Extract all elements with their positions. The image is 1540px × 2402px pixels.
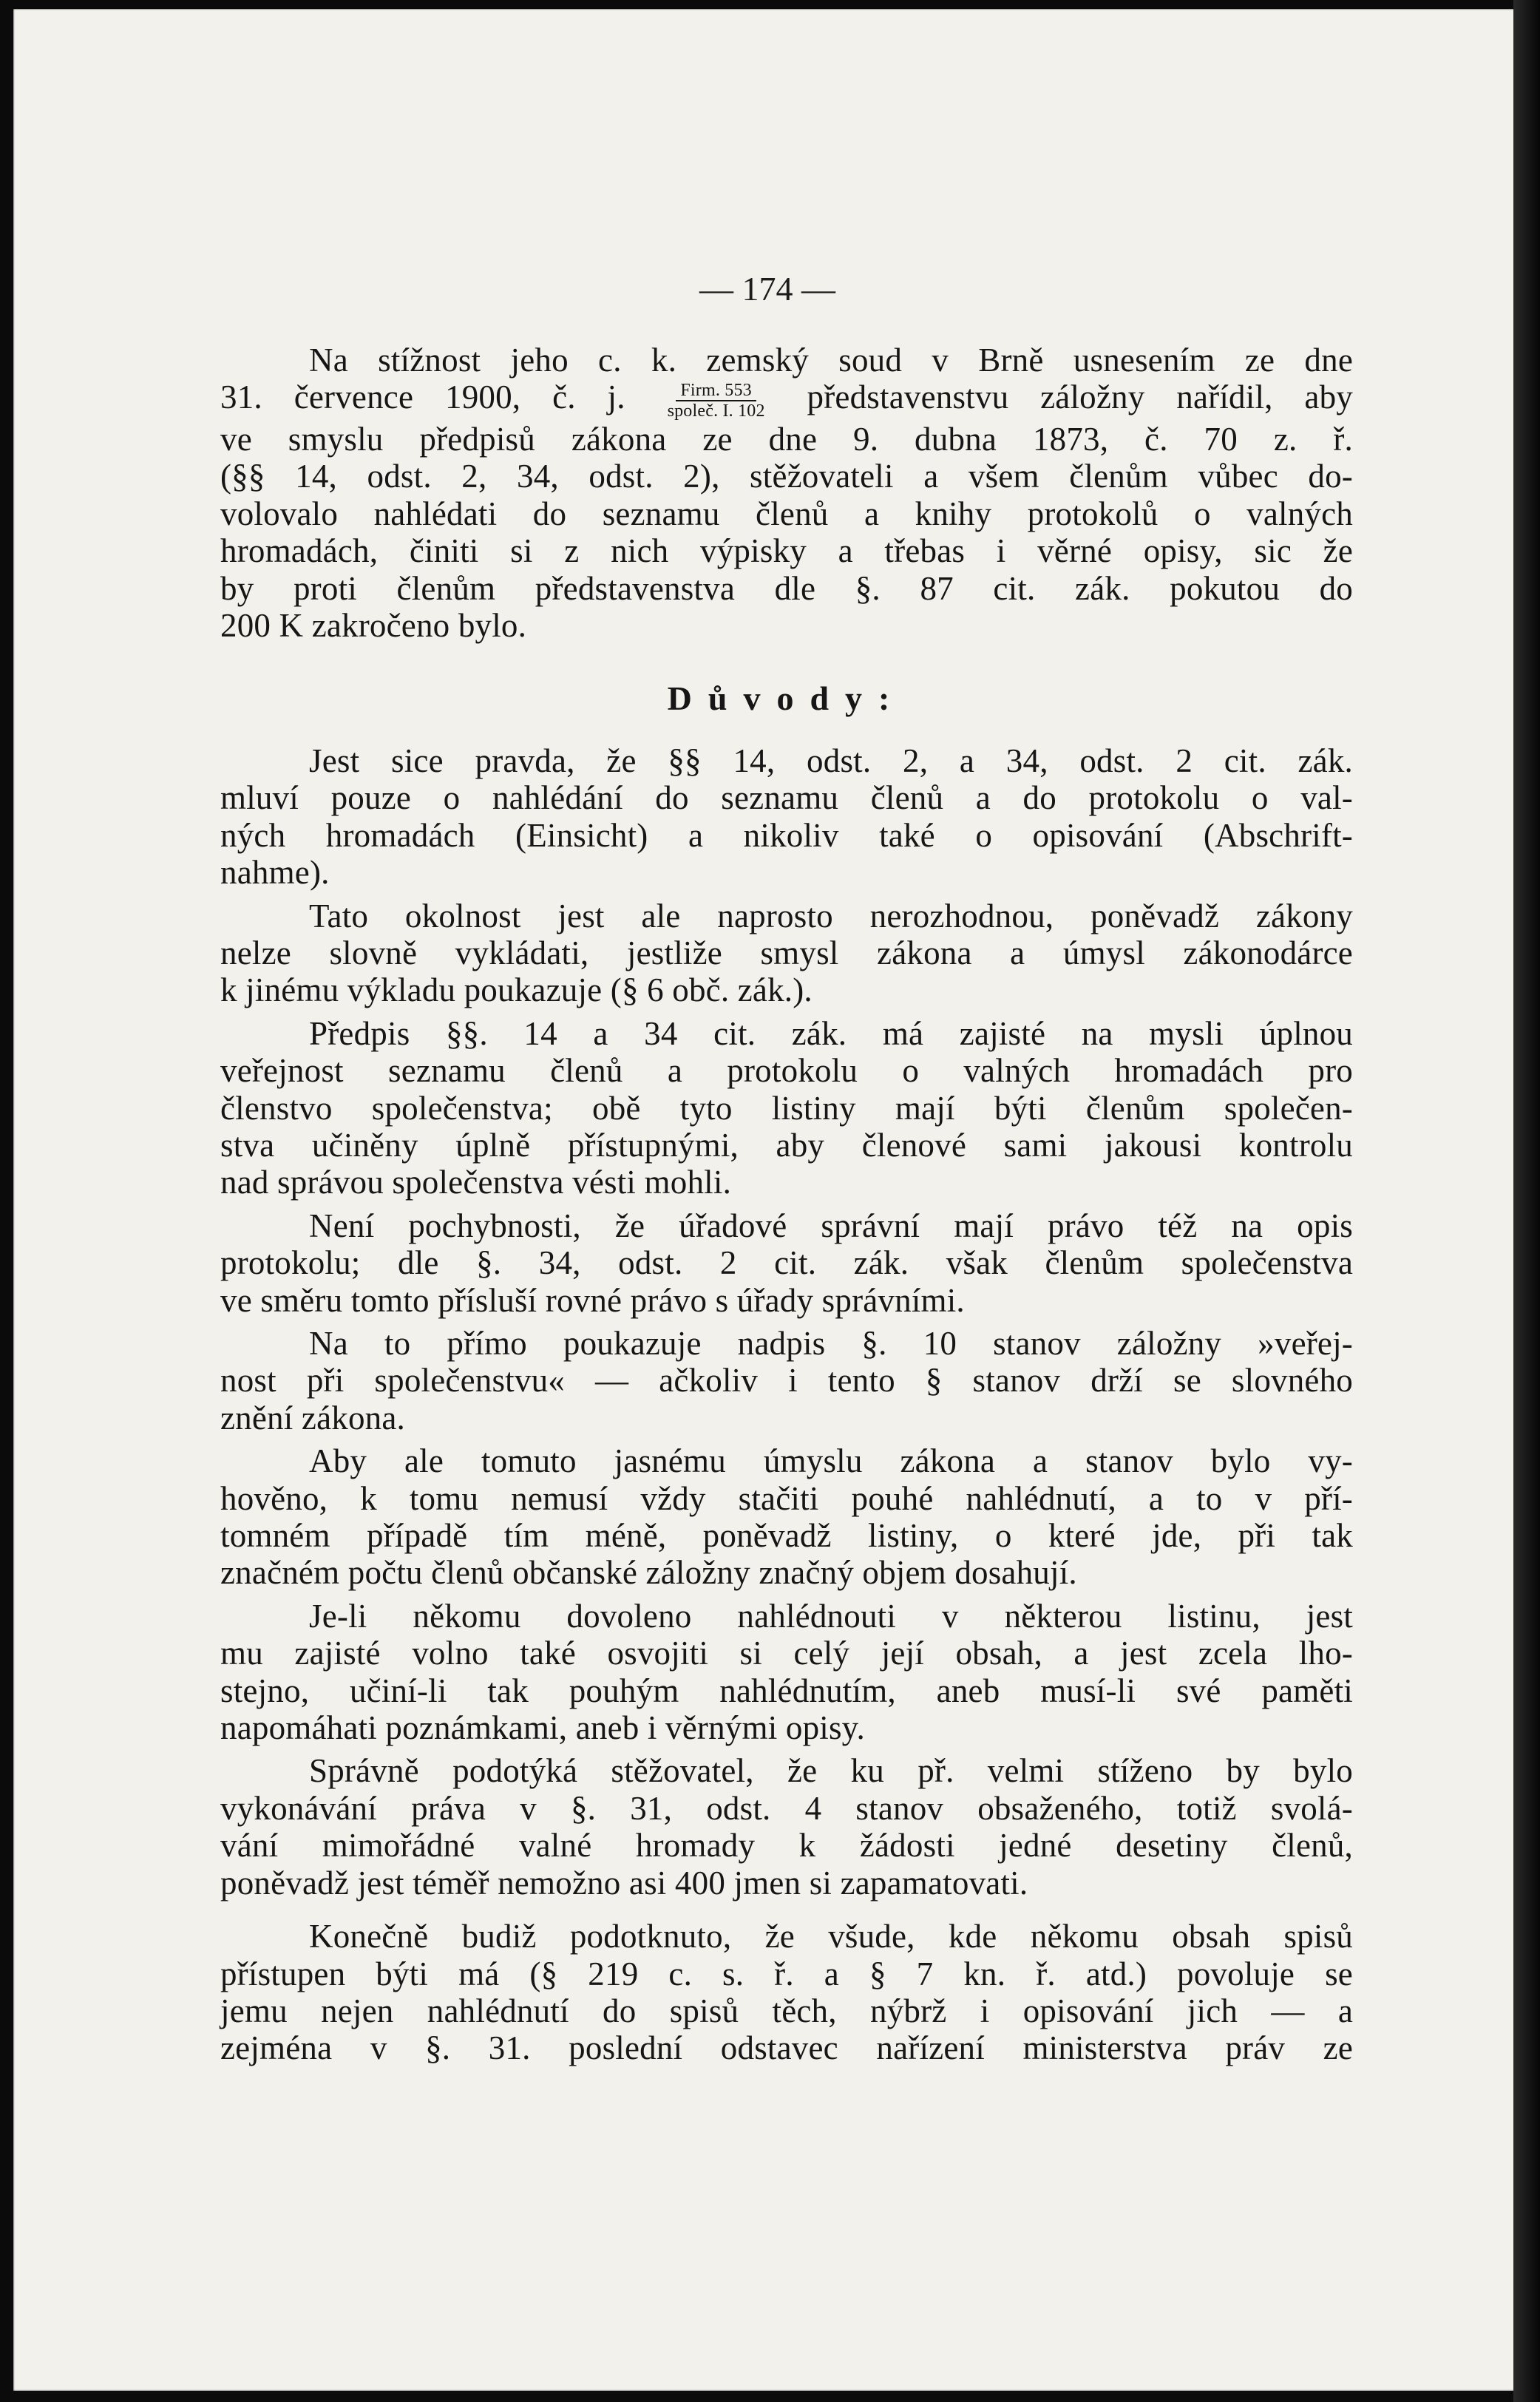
text-body [220,260,1353,2067]
paragraph [220,1442,1353,1592]
text-line: ve smyslu předpisů zákona ze dne 9. dubna 1873, č. 70 z. ř. [220,421,1353,458]
text-line: mu zajisté volno také osvojiti si celý její obsah, a jest zcela lho- [220,1635,1353,1672]
text-line: členstvo společenstva; obě tyto listiny mají býti členům společen- [220,1089,1353,1127]
text-line: Tato okolnost jest ale naprosto nerozhodnou, poněvadž zákony [309,897,1353,934]
text-line: vání mimořádné valné hromady k žádosti jedné desetiny členů, [220,1827,1353,1865]
text-line: hověno, k tomu nemusí vždy stačiti pouhé nahlédnutí, a to v pří- [220,1479,1353,1517]
text-line: stejno, učiní-li tak pouhým nahlédnutím, aneb musí-li své paměti [220,1672,1353,1709]
text-line: nad správou společenstva vésti mohli. [220,1164,732,1201]
text-line: k jinému výkladu poukazuje (§ 6 obč. zák.). [220,971,813,1009]
paragraph [220,742,1353,892]
text-line: volovalo nahlédati do seznamu členů a knihy protokolů o valných [220,495,1353,532]
text-line: napomáhati poznámkami, aneb i věrnými opisy. [220,1709,865,1747]
text-fragment: představenstvu záložny nařídil, aby [807,379,1354,416]
paragraph [220,1015,1353,1201]
text-line: veřejnost seznamu členů a protokolu o valných hromadách pro [220,1052,1353,1090]
text-line: značném počtu členů občanské záložny značný objem dosahují. [220,1554,1077,1592]
paragraph [220,1598,1353,1747]
intro-rest [220,421,1353,644]
paragraph [220,898,1353,1009]
text-line: nahme). [220,854,330,892]
text-line: Předpis §§. 14 a 34 cit. zák. má zajisté na mysli úplnou [309,1014,1353,1052]
text-line: by proti členům představenstva dle §. 87 cit. zák. pokutou do [220,569,1353,607]
text-line: 200 K zakročeno bylo. [220,607,527,645]
text-line: Na to přímo poukazuje nadpis §. 10 stanov záložny »veřej- [309,1325,1353,1363]
text-line [220,379,1353,421]
text-line: vykonávání práva v §. 31, odst. 4 stanov obsaženého, totiž svolá- [220,1789,1353,1827]
text-line: Aby ale tomuto jasnému úmyslu zákona a stanov bylo vy- [309,1442,1353,1480]
text-line: protokolu; dle §. 34, odst. 2 cit. zák. však členům společenstva [220,1244,1353,1282]
text-line: Není pochybnosti, že úřadové správní mají právo též na opis [309,1207,1353,1244]
text-line: Na stížnost jeho c. k. zemský soud v Brně usnesením ze dne [309,342,1353,379]
intro-paragraph [220,342,1353,645]
paragraph [220,1325,1353,1436]
paragraph [220,1752,1353,1901]
text-line: Konečně budiž podotknuto, že všude, kde někomu obsah spisů [309,1918,1353,1955]
text-fragment: 31. července 1900, č. j. [220,379,625,416]
document-page [13,9,1522,2391]
file-reference-fraction [663,381,770,421]
text-line: nost při společenstvu« — ačkoliv i tento § stanov drží se slovného [220,1362,1353,1400]
page-number: — 174 — [699,270,835,308]
paragraph [220,1207,1353,1319]
fraction-numerator: Firm. 553 [676,381,756,401]
text-line: stva učiněny úplně přístupnými, aby členové sami jakousi kontrolu [220,1126,1353,1164]
text-line: mluví pouze o nahlédání do seznamu členů a do protokolu o val- [220,779,1353,817]
text-line: nelze slovně vykládati, jestliže smysl zákona a úmysl zákonodárce [220,934,1353,971]
text-line: znění zákona. [220,1399,405,1436]
text-line: Správně podotýká stěžovatel, že ku př. velmi stíženo by bylo [309,1752,1353,1790]
text-line: jemu nejen nahlédnutí do spisů těch, nýbrž i opisování jich — a [220,1992,1353,2029]
text-line: hromadách, činiti si z nich výpisky a třebas i věrné opisy, sic že [220,532,1353,570]
fraction-denominator: společ. I. 102 [667,401,765,421]
reasons-paragraphs [220,742,1353,2067]
scan-frame-edge [1513,0,1540,2402]
text-line: ve směru tomto přísluší rovné právo s úřady správními. [220,1281,965,1319]
text-line: Je-li někomu dovoleno nahlédnouti v některou listinu, jest [309,1597,1353,1635]
text-line: poněvadž jest téměř nemožno asi 400 jmen si zapamatovati. [220,1864,1028,1901]
text-line: (§§ 14, odst. 2, 34, odst. 2), stěžovateli a všem členům vůbec do- [220,458,1353,495]
text-line: tomném případě tím méně, poněvadž listiny, o které jde, při tak [220,1517,1353,1555]
section-heading: Důvody: [667,679,906,717]
text-line: Jest sice pravda, že §§ 14, odst. 2, a 34, odst. 2 cit. zák. [309,742,1353,779]
text-line: ných hromadách (Einsicht) a nikoliv také o opisování (Abschrift- [220,816,1353,854]
paragraph [220,1918,1353,2067]
text-line: zejména v §. 31. poslední odstavec nařízení ministerstva práv ze [220,2029,1353,2067]
text-line: přístupen býti má (§ 219 c. s. ř. a § 7 kn. ř. atd.) povoluje se [220,1955,1353,1992]
